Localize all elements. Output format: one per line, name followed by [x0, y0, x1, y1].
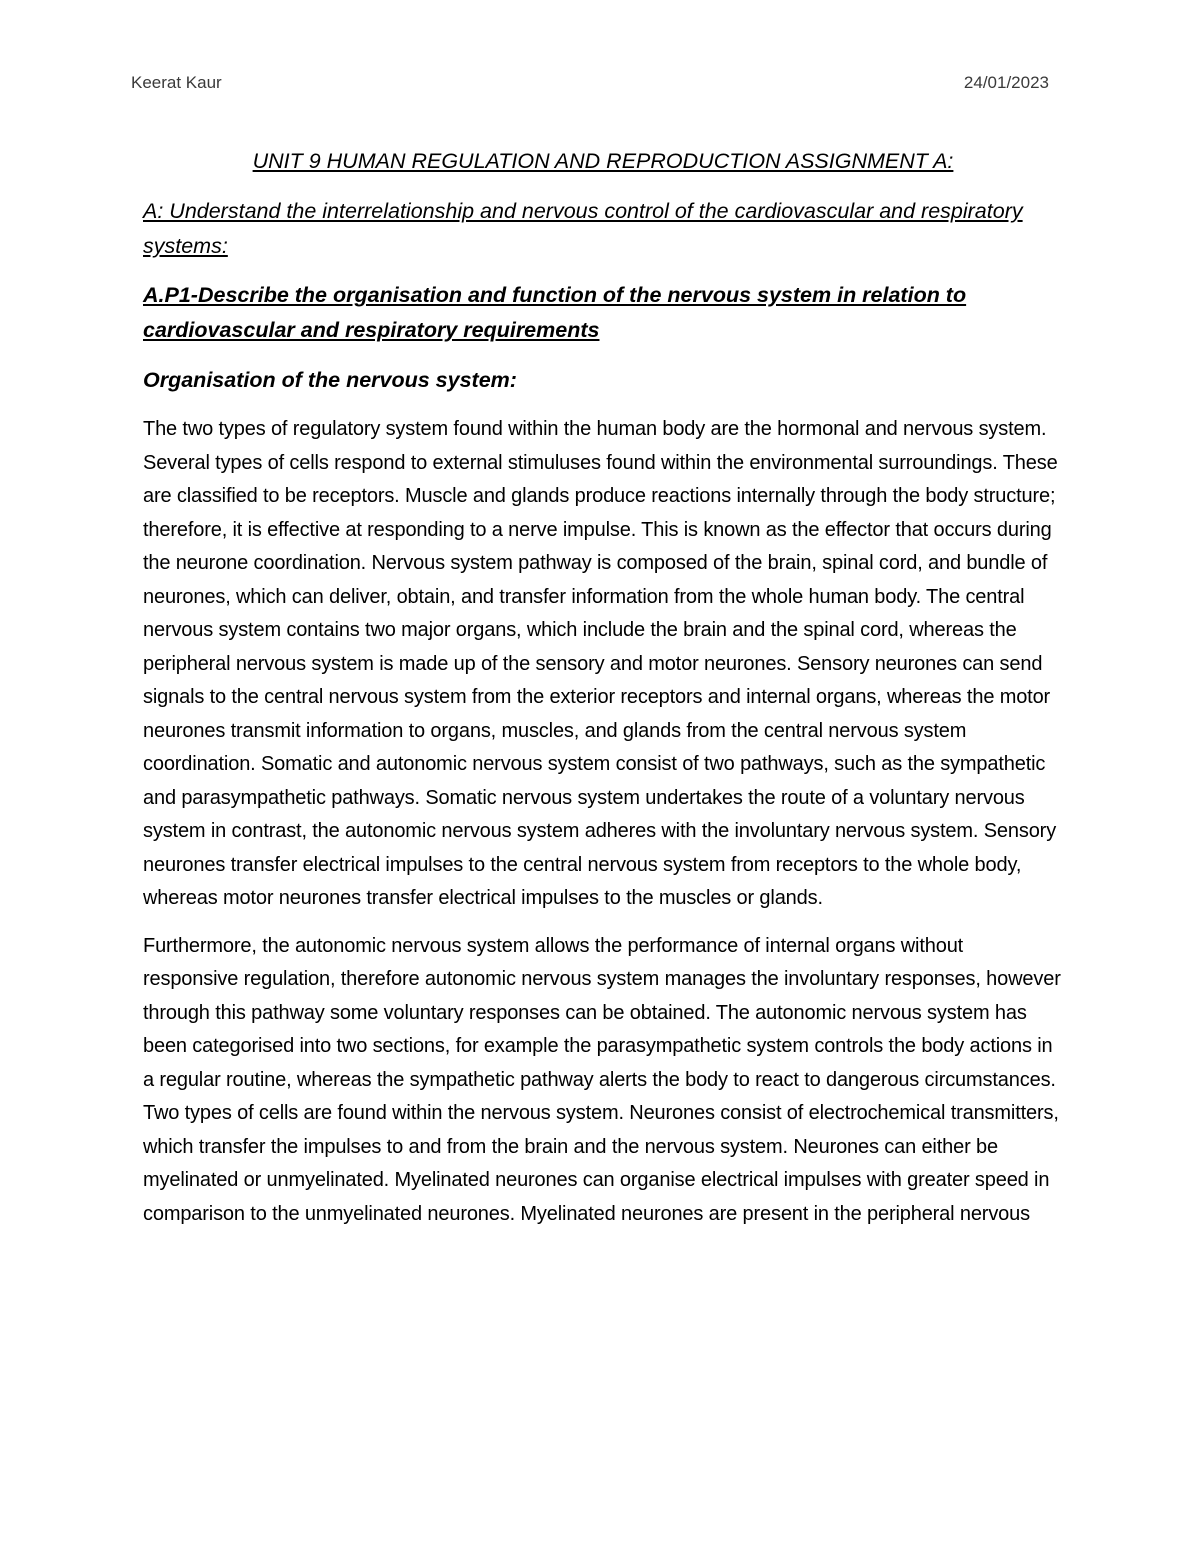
body-paragraph: The two types of regulatory system found within the human body are the hormonal and nervous system. Several types of cells respond to external stimuluses found within the environmental surroundings. These are classified to be receptors. Muscle and glands produce reactions internally through the body structure; therefore, it is effective at responding to a nerve impulse. This is known as the effector that occurs during the neurone coordination. Nervous system pathway is composed of the brain, spinal cord, and bundle of neurones, which can deliver, obtain, and transfer information from the whole human body. The central nervous system contains two major organs, which include the brain and the spinal cord, whereas the peripheral nervous system is made up of the sensory and motor neurones. Sensory neurones can send signals to the central nervous system from the exterior receptors and internal organs, whereas the motor neurones transmit information to organs, muscles, and glands from the central nervous system coordination. Somatic and autonomic nervous system consist of two pathways, such as the sympathetic and parasympathetic pathways. Somatic nervous system undertakes the route of a voluntary nervous system in contrast, the autonomic nervous system adheres with the involuntary nervous system. Sensory neurones transfer electrical impulses to the central nervous system from receptors to the whole body, whereas motor neurones transfer electrical impulses to the muscles or glands.	[143, 418, 1058, 909]
author-name: Keerat Kaur	[131, 73, 222, 92]
body-paragraph: Furthermore, the autonomic nervous system allows the performance of internal organs without responsive regulation, therefore autonomic nervous system manages the involuntary responses, however through this pathway some voluntary responses can be obtained. The autonomic nervous system has been categorised into two sections, for example the parasympathetic system controls the body actions in a regular routine, whereas the sympathetic pathway alerts the body to react to dangerous circumstances. Two types of cells are found within the nervous system. Neurones consist of electrochemical transmitters, which transfer the impulses to and from the brain and the nervous system. Neurones can either be myelinated or unmyelinated. Myelinated neurones can organise electrical impulses with greater speed in comparison to the unmyelinated neurones. Myelinated neurones are present in the peripheral nervous	[143, 934, 1061, 1225]
section-heading: A: Understand the interrelationship and nervous control of the cardiovascular and respiratory systems:	[143, 199, 1023, 258]
subheading: Organisation of the nervous system:	[143, 368, 517, 392]
criteria-heading: A.P1-Describe the organisation and function of the nervous system in relation to cardiovascular and respiratory requirements	[143, 283, 967, 342]
page-header	[131, 73, 1049, 99]
document-body	[143, 145, 1063, 1231]
document-title: UNIT 9 HUMAN REGULATION AND REPRODUCTION ASSIGNMENT A:	[252, 149, 954, 173]
document-date: 24/01/2023	[963, 73, 1049, 92]
